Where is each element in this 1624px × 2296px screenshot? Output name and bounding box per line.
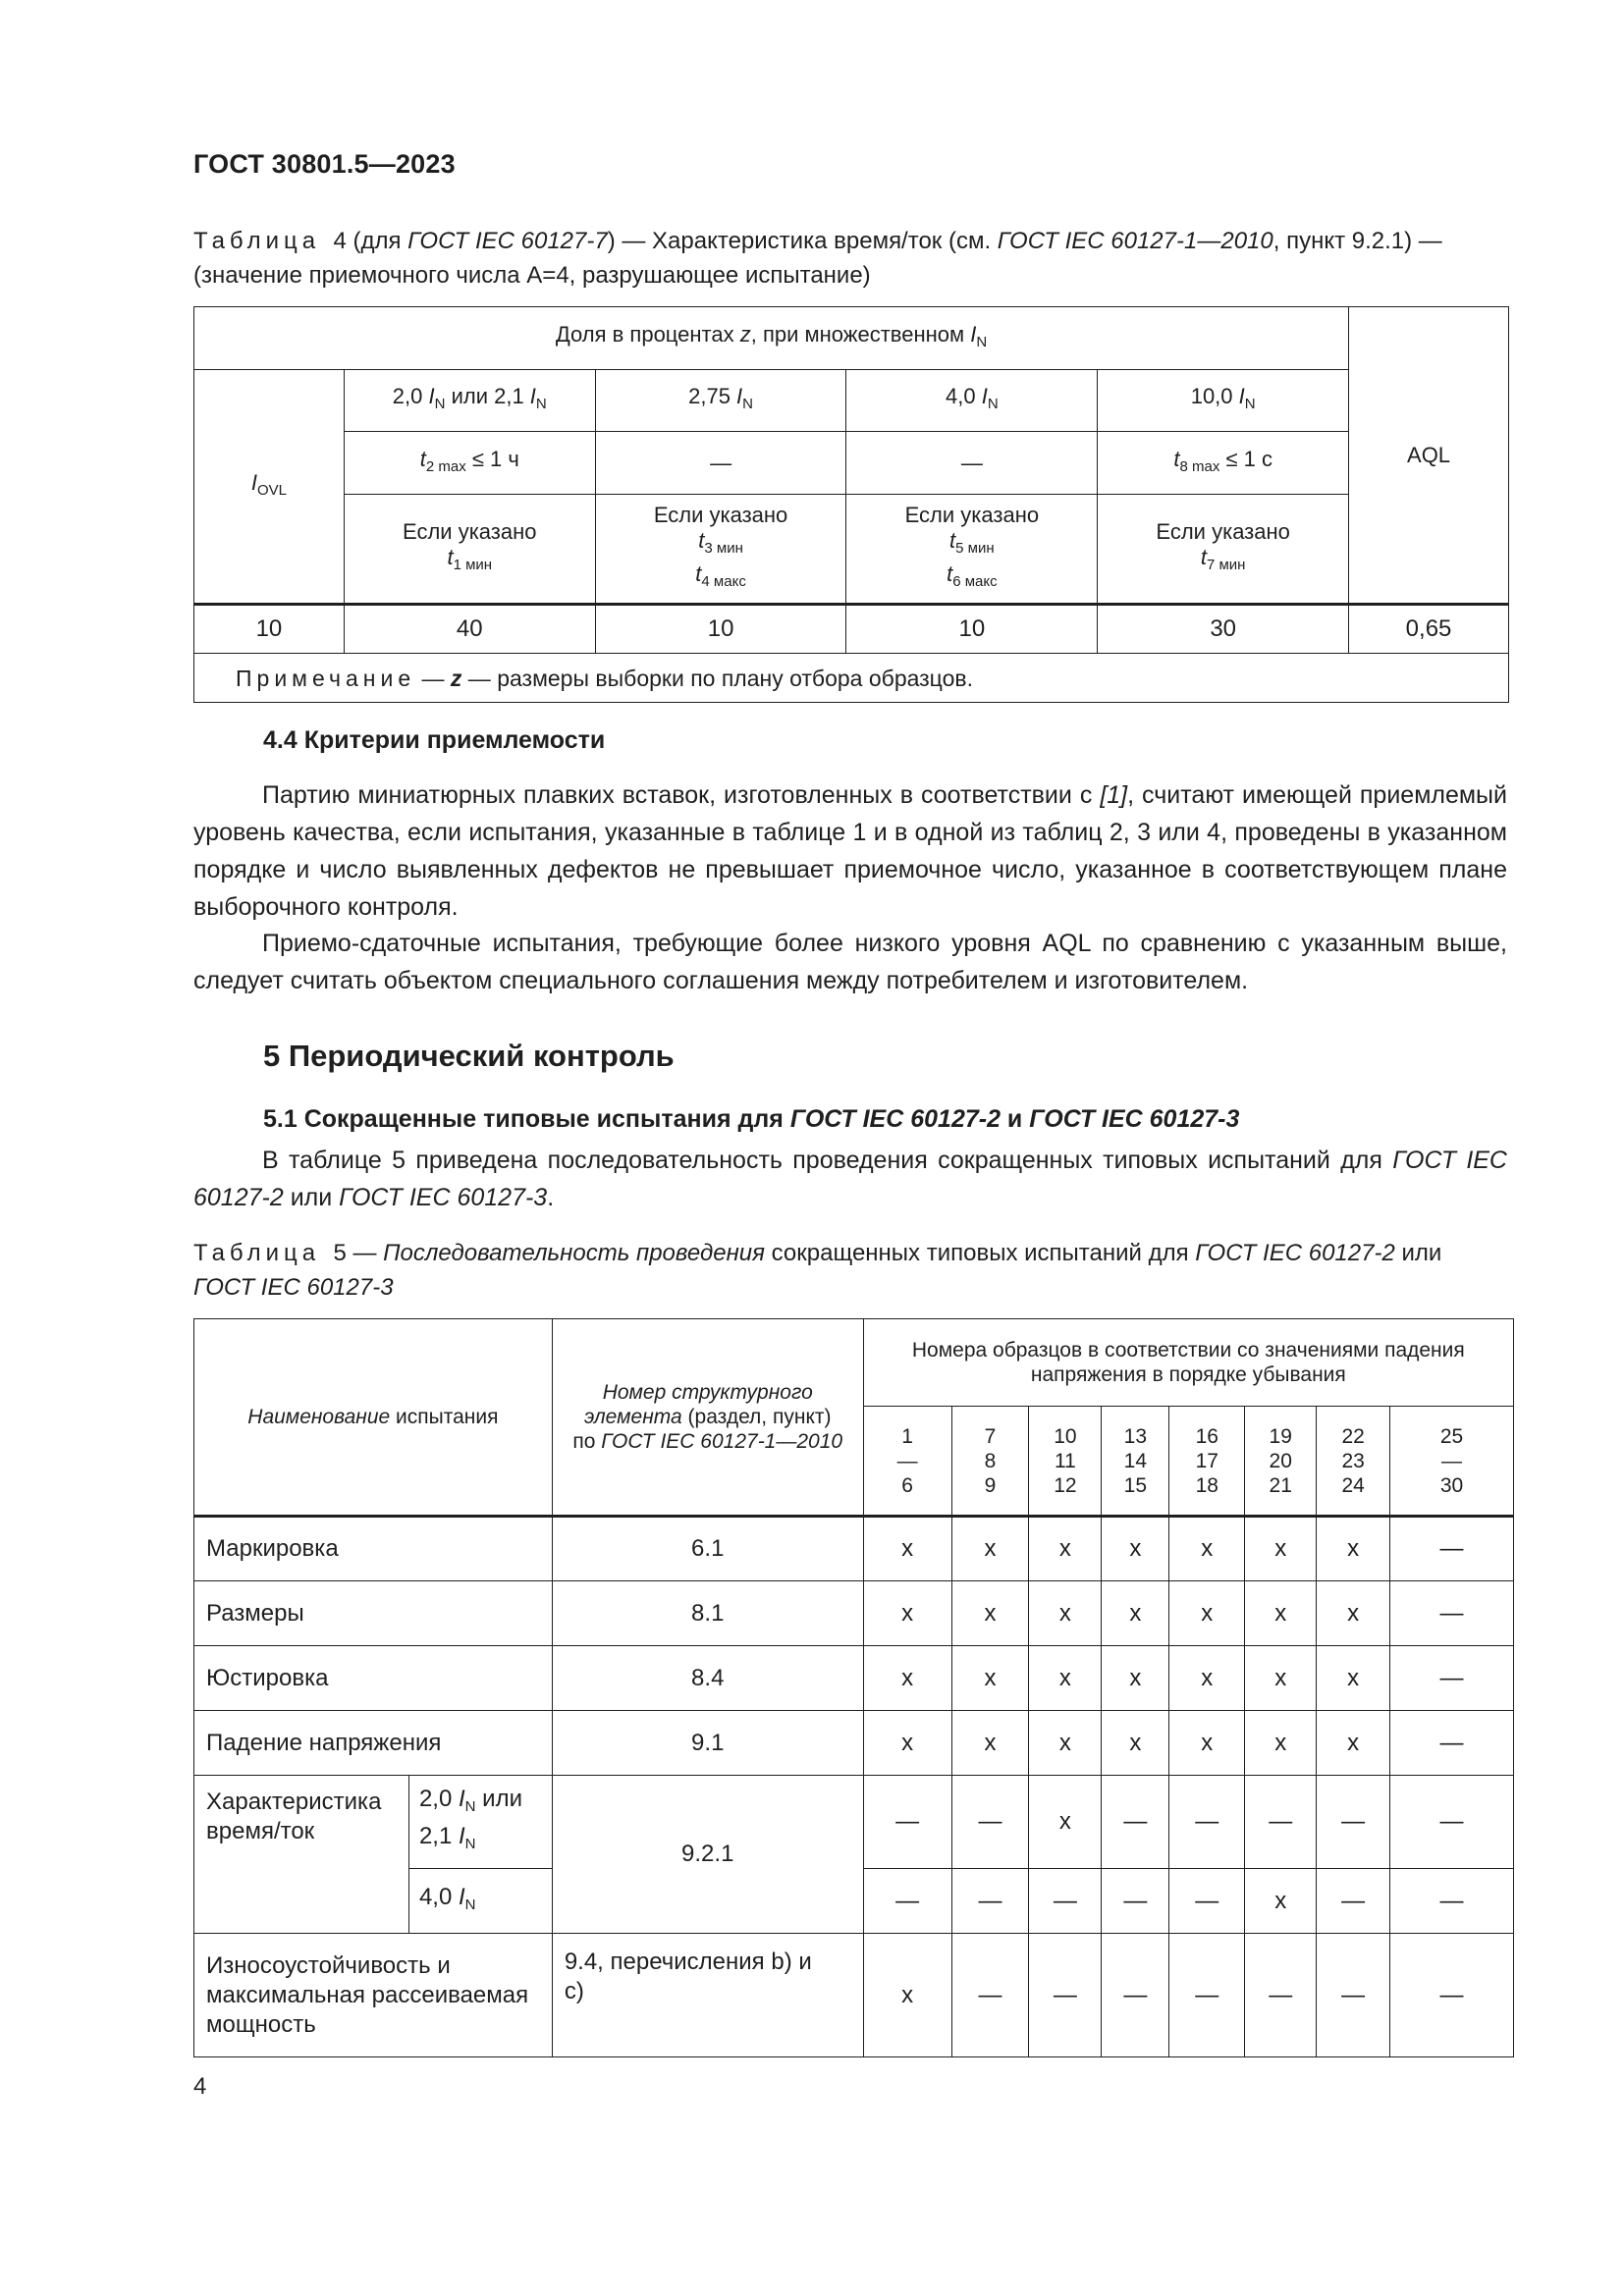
- p2: Приемо-сдаточные испытания, требующие более низкого уровня AQL по сравнению с указанным выше, следует считать объектом специального соглашения между потребителем и изготовителем.: [193, 930, 1507, 994]
- table-cell: x: [1029, 1581, 1102, 1646]
- table4-if-4: [1098, 495, 1349, 605]
- group-header-I: I: [970, 321, 977, 347]
- sg-2-c: 9: [984, 1473, 997, 1497]
- table-cell: —: [1390, 1711, 1514, 1776]
- table4-note: [194, 654, 1509, 703]
- table-cell: x: [863, 1581, 951, 1646]
- table-cell: —: [1169, 1869, 1245, 1934]
- t5-caption-std2: ГОСТ IEC 60127-3: [193, 1274, 394, 1301]
- row-subname-time-current-2: [408, 1869, 552, 1934]
- tmax-1-sub: 2 max: [425, 457, 466, 475]
- table-cell: x: [863, 1646, 951, 1711]
- table-cell: —: [1390, 1581, 1514, 1646]
- elem-l3-rest: по: [572, 1430, 602, 1453]
- table5-element-header: [552, 1319, 863, 1517]
- table-cell: x: [1029, 1517, 1102, 1581]
- mult-1-I2: I: [529, 384, 536, 408]
- table5: [193, 1318, 1514, 2057]
- table4-tmax-1: [344, 432, 595, 495]
- table-cell: 10: [194, 605, 345, 654]
- if-3-sub1: 5 мин: [955, 540, 995, 557]
- if-1-var1: t: [447, 545, 454, 569]
- name-header-it: Наименование: [247, 1406, 391, 1428]
- tmax-1-post: ≤ 1 ч: [465, 446, 519, 471]
- note-text: — размеры выборки по плану отбора образцов.: [461, 665, 973, 691]
- tc1-c: 2,1: [418, 1823, 459, 1849]
- table4-caption-num: 4: [333, 228, 347, 254]
- if-1-sub1: 1 мин: [453, 557, 493, 573]
- iovl-sub: OVL: [256, 481, 287, 499]
- table4-if-3: [846, 495, 1098, 605]
- sg-5-c: 18: [1195, 1473, 1218, 1497]
- table4-mult-1: [344, 370, 595, 432]
- table-cell: —: [1317, 1776, 1390, 1869]
- table-row: [194, 1776, 1514, 1869]
- table-row: [194, 1646, 1514, 1711]
- table-cell: x: [951, 1711, 1029, 1776]
- s51-a: 5.1 Сокращенные типовые испытания для: [263, 1105, 790, 1133]
- row-element: 9.1: [552, 1711, 863, 1776]
- table-cell: x: [863, 1934, 951, 2057]
- table-cell: 10: [595, 605, 846, 654]
- mult-1-pre: 2,0: [392, 384, 429, 408]
- t5-caption-std1: ГОСТ IEC 60127-2: [1195, 1240, 1395, 1266]
- sg-3-b: 11: [1055, 1449, 1076, 1472]
- mult-1-N2: N: [535, 396, 547, 412]
- document-code: ГОСТ 30801.5—2023: [193, 149, 456, 179]
- sg-7-c: 24: [1341, 1473, 1365, 1497]
- table-cell: x: [1245, 1517, 1317, 1581]
- mult-1-mid: или 2,1: [445, 384, 530, 408]
- iovl-I: I: [250, 469, 257, 495]
- table-cell: —: [1169, 1934, 1245, 2057]
- sample-group-4: [1102, 1407, 1169, 1517]
- table-cell: 0,65: [1349, 605, 1509, 654]
- section-5-title: 5 Периодический контроль: [263, 1039, 675, 1073]
- table-cell: x: [1169, 1646, 1245, 1711]
- table4-group-header: [194, 307, 1349, 370]
- table-cell: —: [1102, 1934, 1169, 2057]
- sample-group-1: [863, 1407, 951, 1517]
- row-name: Юстировка: [194, 1646, 553, 1711]
- row-name-wear: Износоустойчивость и максимальная рассеиваемая мощность: [194, 1934, 553, 2057]
- row-name: Размеры: [194, 1581, 553, 1646]
- row-element: 9.2.1: [552, 1776, 863, 1934]
- sg-8-c: 30: [1439, 1473, 1464, 1497]
- mult-1-N: N: [434, 396, 446, 412]
- section-4-4-title: 4.4 Критерии приемлемости: [263, 726, 606, 754]
- table-cell: x: [951, 1517, 1029, 1581]
- table-cell: —: [1390, 1517, 1514, 1581]
- group-header-z: z: [739, 321, 751, 347]
- s51-and: и: [1000, 1105, 1030, 1133]
- table-cell: —: [1102, 1776, 1169, 1869]
- sg-1-b: —: [896, 1449, 918, 1472]
- mult-2-I: I: [736, 384, 743, 408]
- if-2-label: Если указано: [653, 503, 788, 527]
- table-cell: —: [951, 1776, 1029, 1869]
- table-cell: x: [1102, 1581, 1169, 1646]
- table-cell: x: [951, 1581, 1029, 1646]
- table4-aql-header: AQL: [1349, 307, 1509, 605]
- table-cell: 30: [1098, 605, 1349, 654]
- if-3-sub2: 6 макс: [952, 573, 998, 590]
- t5-caption-or: или: [1394, 1240, 1442, 1266]
- table4-mult-3: [846, 370, 1098, 432]
- section-5-1-paragraph: [193, 1142, 1507, 1216]
- table-cell: —: [1029, 1869, 1102, 1934]
- row-element-wear: 9.4, перечисления b) и с): [552, 1934, 863, 2057]
- table-cell: x: [1029, 1711, 1102, 1776]
- table-cell: x: [863, 1711, 951, 1776]
- sg-4-c: 15: [1123, 1473, 1148, 1497]
- table-row: [194, 1934, 1514, 2057]
- table4-tmax-2: —: [595, 432, 846, 495]
- s5p-a: В таблице 5 приведена последовательность проведения сокращенных типовых испытаний для: [262, 1147, 1393, 1174]
- t5-caption-it: Последовательность проведения: [383, 1240, 765, 1266]
- table-cell: —: [951, 1869, 1029, 1934]
- table-cell: —: [1317, 1934, 1390, 2057]
- row-name-time-current: Характеристика время/ток: [194, 1776, 409, 1934]
- table4-mult-2: [595, 370, 846, 432]
- table-cell: x: [863, 1517, 951, 1581]
- if-4-var1: t: [1200, 545, 1207, 569]
- group-header-pre: Доля в процентах: [555, 321, 740, 347]
- table-row: [194, 1517, 1514, 1581]
- table-cell: x: [1169, 1581, 1245, 1646]
- table4-tmax-4: [1098, 432, 1349, 495]
- name-header-rest: испытания: [390, 1406, 499, 1428]
- sg-1-a: 1: [901, 1424, 913, 1448]
- note-label: Примечание: [236, 665, 416, 691]
- table4-caption-post: , пункт 9.2.1) —: [1272, 228, 1442, 254]
- section-5-1-title: [263, 1105, 1239, 1134]
- mult-3-I: I: [981, 384, 988, 408]
- tc1-b: или: [475, 1786, 522, 1812]
- table4-caption-std-b: ГОСТ IEC 60127-1—2010: [997, 228, 1273, 254]
- table-cell: —: [1317, 1869, 1390, 1934]
- tmax-4-var: t: [1173, 446, 1180, 471]
- table-cell: —: [1169, 1776, 1245, 1869]
- s5p-std2: ГОСТ IEC 60127-3: [339, 1184, 548, 1211]
- table-cell: —: [1390, 1646, 1514, 1711]
- tmax-1-var: t: [419, 446, 426, 471]
- if-1-label: Если указано: [403, 519, 537, 544]
- row-subname-time-current-1: [408, 1776, 552, 1869]
- if-2-var1: t: [698, 528, 705, 553]
- s5p-end: .: [547, 1184, 555, 1211]
- table-cell: —: [1029, 1934, 1102, 2057]
- sg-3-c: 12: [1054, 1473, 1077, 1497]
- table-cell: —: [1245, 1934, 1317, 2057]
- t5-caption-num: 5: [333, 1240, 347, 1266]
- if-3-var1: t: [949, 528, 956, 553]
- s5p-std1: ГОСТ IEC 60127-2: [193, 1147, 1507, 1211]
- table4-caption-line2: (значение приемочного числа A=4, разрушающее испытание): [193, 262, 871, 289]
- table4-caption-std-a: ГОСТ IEC 60127-7: [407, 228, 608, 254]
- elem-l1: Номер структурного: [602, 1381, 813, 1404]
- table-cell: x: [1102, 1517, 1169, 1581]
- sg-8-a: 25: [1439, 1424, 1464, 1448]
- note-z: z: [450, 665, 462, 691]
- sg-6-b: 20: [1269, 1449, 1292, 1472]
- s5p-or: или: [283, 1184, 340, 1211]
- table4: [193, 306, 1509, 703]
- group-header-post: , при множественном: [750, 321, 971, 347]
- tmax-4-sub: 8 max: [1179, 457, 1220, 475]
- table-cell: x: [1317, 1517, 1390, 1581]
- sg-8-b: —: [1441, 1449, 1463, 1472]
- table4-if-1: [344, 495, 595, 605]
- s51-std1: ГОСТ IEC 60127-2: [789, 1105, 1001, 1133]
- table-cell: —: [1390, 1776, 1514, 1869]
- sample-group-8: [1390, 1407, 1514, 1517]
- table-cell: —: [863, 1869, 951, 1934]
- row-name: Падение напряжения: [194, 1711, 553, 1776]
- tc1-I: I: [458, 1786, 465, 1812]
- p1-ref: [1]: [1100, 781, 1128, 809]
- sg-2-a: 7: [984, 1424, 997, 1448]
- if-2-sub1: 3 мин: [704, 540, 743, 557]
- s51-std2: ГОСТ IEC 60127-3: [1029, 1105, 1240, 1133]
- table4-caption-label: Таблица: [193, 228, 321, 254]
- mult-2-N: N: [742, 396, 754, 412]
- table-cell: —: [1102, 1869, 1169, 1934]
- mult-4-N: N: [1244, 396, 1256, 412]
- sg-3-a: 10: [1054, 1424, 1077, 1448]
- table5-samples-header: Номера образцов в соответствии со значениями падения напряжения в порядке убывания: [863, 1319, 1513, 1407]
- sg-4-b: 14: [1123, 1449, 1148, 1472]
- sample-group-2: [951, 1407, 1029, 1517]
- table-cell: —: [1390, 1934, 1514, 2057]
- table-cell: x: [951, 1646, 1029, 1711]
- mult-3-N: N: [987, 396, 999, 412]
- if-3-label: Если указано: [904, 503, 1040, 527]
- elem-l2-it: элемента: [583, 1406, 682, 1428]
- table4-caption-mid: ) — Характеристика время/ток (см.: [607, 228, 998, 254]
- table-row: [194, 1581, 1514, 1646]
- sg-4-a: 13: [1123, 1424, 1148, 1448]
- mult-4-pre: 10,0: [1190, 384, 1239, 408]
- row-name: Маркировка: [194, 1517, 553, 1581]
- t5-caption-label: Таблица: [193, 1240, 321, 1266]
- table4-caption: [193, 224, 1509, 293]
- table-cell: x: [1029, 1646, 1102, 1711]
- table-cell: x: [1245, 1711, 1317, 1776]
- mult-1-I: I: [428, 384, 435, 408]
- tc2-I: I: [458, 1883, 465, 1910]
- table4-if-2: [595, 495, 846, 605]
- tc1-N: N: [464, 1798, 476, 1815]
- sample-group-3: [1029, 1407, 1102, 1517]
- note-dash: —: [415, 665, 451, 691]
- sg-7-a: 22: [1341, 1424, 1365, 1448]
- table-cell: x: [1169, 1711, 1245, 1776]
- p1-b: , считают имеющей приемлемый уровень качества, если испытания, указанные в таблице 1 и в одной из таблиц 2, 3 или 4, проведены в указанном порядке и число выявленных дефектов не превышает приемочное число, указанное в соответствующем плане выборочного контроля.: [193, 781, 1507, 921]
- table-cell: x: [1102, 1711, 1169, 1776]
- table-cell: x: [1317, 1581, 1390, 1646]
- table-cell: —: [1245, 1776, 1317, 1869]
- if-2-var2: t: [695, 561, 702, 586]
- if-4-label: Если указано: [1156, 519, 1290, 544]
- mult-2-pre: 2,75: [688, 384, 737, 408]
- table4-mult-4: [1098, 370, 1349, 432]
- t5-caption-dash: —: [346, 1240, 384, 1266]
- tc2-a: 4,0: [418, 1883, 459, 1910]
- table-cell: x: [1102, 1646, 1169, 1711]
- mult-3-pre: 4,0: [946, 384, 982, 408]
- table-cell: x: [1245, 1581, 1317, 1646]
- table-cell: x: [1317, 1646, 1390, 1711]
- table-cell: x: [1169, 1517, 1245, 1581]
- elem-l3-it: ГОСТ IEC 60127-1—2010: [601, 1430, 843, 1453]
- row-element: 8.1: [552, 1581, 863, 1646]
- tc2-N: N: [464, 1896, 476, 1913]
- if-3-var2: t: [947, 561, 953, 586]
- table4-iovl-header: [194, 370, 345, 605]
- tmax-4-post: ≤ 1 с: [1219, 446, 1272, 471]
- sg-2-b: 8: [984, 1449, 997, 1472]
- tc1-a: 2,0: [418, 1786, 459, 1812]
- table4-caption-pre: (для: [346, 228, 408, 254]
- page-number: 4: [193, 2073, 207, 2100]
- section-4-4-paragraph-1: [193, 776, 1507, 926]
- table-cell: x: [1317, 1711, 1390, 1776]
- table5-caption: [193, 1236, 1509, 1305]
- sample-group-6: [1245, 1407, 1317, 1517]
- sg-5-a: 16: [1195, 1424, 1218, 1448]
- sg-1-c: 6: [901, 1473, 913, 1497]
- tc1-N2: N: [464, 1836, 476, 1852]
- table-cell: 40: [344, 605, 595, 654]
- table-cell: x: [1029, 1776, 1102, 1869]
- table5-name-header: [194, 1319, 553, 1517]
- if-4-sub1: 7 мин: [1206, 557, 1246, 573]
- row-element: 6.1: [552, 1517, 863, 1581]
- sg-6-c: 21: [1269, 1473, 1292, 1497]
- table-cell: —: [951, 1934, 1029, 2057]
- elem-l2-rest: (раздел, пункт): [681, 1406, 832, 1428]
- sample-group-7: [1317, 1407, 1390, 1517]
- section-4-4-paragraph-2: [193, 925, 1507, 999]
- table4-data-row: [194, 605, 1509, 654]
- table-cell: —: [1390, 1869, 1514, 1934]
- if-2-sub2: 4 макс: [701, 573, 746, 590]
- table-cell: 10: [846, 605, 1098, 654]
- sg-5-b: 17: [1195, 1449, 1218, 1472]
- sg-7-b: 23: [1341, 1449, 1365, 1472]
- tc1-I2: I: [458, 1823, 465, 1849]
- table-cell: —: [863, 1776, 951, 1869]
- sg-6-a: 19: [1269, 1424, 1292, 1448]
- t5-caption-mid: сокращенных типовых испытаний для: [764, 1240, 1196, 1266]
- table-cell: x: [1245, 1646, 1317, 1711]
- group-header-N: N: [976, 333, 988, 350]
- table4-tmax-3: —: [846, 432, 1098, 495]
- row-element: 8.4: [552, 1646, 863, 1711]
- table-row: [194, 1711, 1514, 1776]
- table-cell: x: [1245, 1869, 1317, 1934]
- mult-4-I: I: [1238, 384, 1245, 408]
- p1-a: Партию миниатюрных плавких вставок, изготовленных в соответствии с: [262, 781, 1101, 809]
- sample-group-5: [1169, 1407, 1245, 1517]
